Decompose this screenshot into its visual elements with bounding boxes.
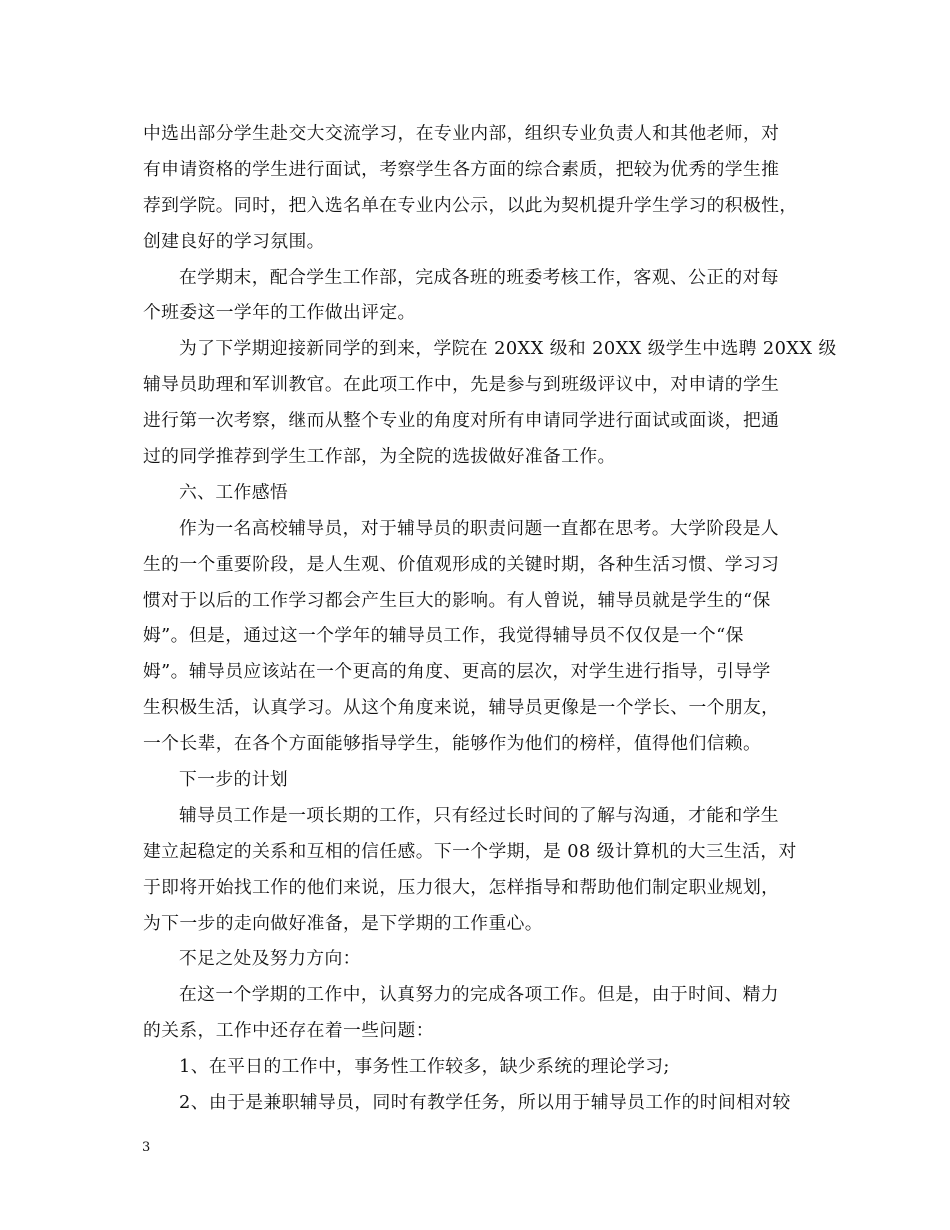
text-line: 1、在平日的工作中，事务性工作较多，缺少系统的理论学习;	[179, 1056, 670, 1078]
text-line: 过的同学推荐到学生工作部，为全院的选拔做好准备工作。	[143, 446, 616, 468]
text-line: 2、由于是兼职辅导员，同时有教学任务，所以用于辅导员工作的时间相对较	[179, 1092, 791, 1114]
text-line: 惯对于以后的工作学习都会产生巨大的影响。有人曾说，辅导员就是学生的“保	[143, 589, 771, 611]
text-line: 在这一个学期的工作中，认真努力的完成各项工作。但是，由于时间、精力	[179, 984, 779, 1006]
text-line: 中选出部分学生赴交大交流学习，在专业内部，组织专业负责人和其他老师，对	[143, 123, 780, 144]
text-line: 辅导员助理和军训教官。在此项工作中，先是参与到班级评议中，对申请的学生	[143, 374, 780, 396]
text-line: 姆”。但是，通过这一个学年的辅导员工作，我觉得辅导员不仅仅是一个“保	[143, 625, 744, 647]
text-line: 一个长辈，在各个方面能够指导学生，能够作为他们的榜样，值得他们信赖。	[143, 733, 762, 755]
text-line: 生的一个重要阶段，是人生观、价值观形成的关键时期，各种生活习惯、学习习	[143, 553, 780, 575]
text-line: 有申请资格的学生进行面试，考察学生各方面的综合素质，把较为优秀的学生推	[143, 158, 780, 180]
text-line: 在学期末，配合学生工作部，完成各班的班委考核工作，客观、公正的对每	[179, 266, 779, 288]
text-line: 生积极生活，认真学习。从这个角度来说，辅导员更像是一个学长、一个朋友，	[143, 697, 780, 719]
text-line: 下一步的计划	[179, 769, 289, 791]
text-line: 进行第一次考察，继而从整个专业的角度对所有申请同学进行面试或面谈，把通	[143, 410, 780, 432]
text-line: 创建良好的学习氛围。	[143, 230, 325, 252]
text-line: 不足之处及努力方向：	[179, 948, 361, 970]
text-line: 作为一名高校辅导员，对于辅导员的职责问题一直都在思考。大学阶段是人	[179, 517, 779, 539]
text-line: 建立起稳定的关系和互相的信任感。下一个学期，是 08 级计算机的大三生活，对	[143, 840, 797, 862]
text-line: 六、工作感悟	[179, 481, 289, 503]
text-line: 辅导员工作是一项长期的工作，只有经过长时间的了解与沟通，才能和学生	[179, 804, 779, 826]
text-line: 荐到学院。同时，把入选名单在专业内公示，以此为契机提升学生学习的积极性，	[143, 194, 798, 216]
text-line: 姆”。辅导员应该站在一个更高的角度、更高的层次，对学生进行指导，引导学	[143, 661, 771, 683]
text-line: 为了下学期迎接新同学的到来，学院在 20XX 级和 20XX 级学生中选聘 20XX 级	[179, 338, 837, 360]
document-body	[143, 116, 837, 1121]
text-line: 于即将开始找工作的他们来说，压力很大，怎样指导和帮助他们制定职业规划，	[143, 876, 780, 898]
page-number: 3	[142, 1140, 151, 1155]
text-line: 个班委这一学年的工作做出评定。	[143, 302, 416, 324]
text-line: 的关系，工作中还存在着一些问题：	[143, 1020, 434, 1042]
text-line: 为下一步的走向做好准备，是下学期的工作重心。	[143, 912, 543, 934]
